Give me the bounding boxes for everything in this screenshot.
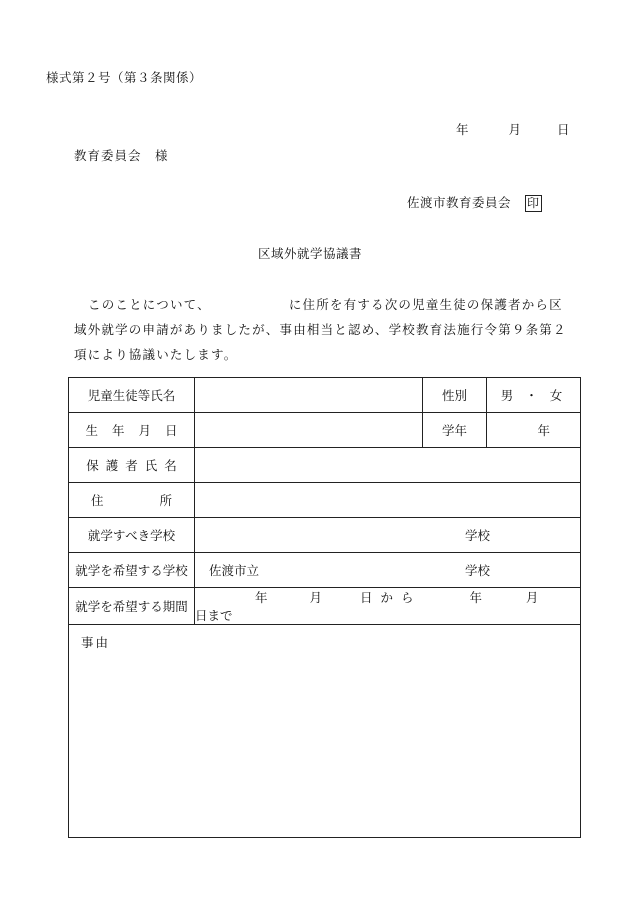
row-reason	[69, 625, 581, 838]
period-end-year: 年	[469, 590, 482, 605]
period-start-year: 年	[254, 590, 268, 605]
guardian-name-label: 保護者氏名	[69, 448, 195, 483]
student-name-label: 児童生徒等氏名	[69, 378, 195, 413]
row-guardian	[69, 448, 581, 483]
desired-school-suffix: 学校	[464, 563, 490, 578]
body-part-2: に住所を有する次の児童生徒の保護者から区域外就学の申請がありましたが、事由相当と認め、学校教育法施行令第９条第２項により協議いたします。	[74, 297, 567, 362]
current-school-field[interactable]: 学校	[195, 518, 581, 553]
gender-label: 性別	[423, 378, 487, 413]
period-end-day: 日まで	[195, 608, 233, 623]
row-student	[69, 378, 581, 413]
row-current-school	[69, 518, 581, 553]
date-day: 日	[556, 122, 570, 137]
student-name-field[interactable]	[195, 378, 423, 413]
city-prefix: 佐渡市立	[209, 563, 260, 578]
row-period	[69, 588, 581, 625]
seal-mark: 印	[527, 196, 540, 210]
period-field[interactable]	[195, 588, 581, 625]
period-start-month: 月	[309, 590, 322, 605]
row-desired-school	[69, 553, 581, 588]
period-end-month: 月	[525, 590, 539, 605]
body-paragraph	[74, 292, 574, 367]
desired-school-field[interactable]	[195, 553, 581, 588]
document-title: 区域外就学協議書	[258, 246, 363, 261]
grade-field[interactable]: 年	[487, 413, 581, 448]
address-label	[69, 483, 195, 518]
grade-label: 学年	[423, 413, 487, 448]
sender-name: 佐渡市教育委員会	[407, 195, 512, 210]
row-address	[69, 483, 581, 518]
reason-field[interactable]	[69, 625, 581, 838]
desired-school-label: 就学を希望する学校	[69, 553, 195, 588]
body-part-1: このことについて、	[88, 297, 211, 312]
period-label: 就学を希望する期間	[69, 588, 195, 625]
date-line	[456, 120, 569, 138]
address-field[interactable]	[195, 483, 581, 518]
gender-field[interactable]: 男 ・ 女	[487, 378, 581, 413]
date-month: 月	[508, 122, 521, 137]
form-number: 様式第２号（第３条関係）	[46, 70, 203, 85]
birth-date-label: 生年月日	[69, 413, 195, 448]
birth-date-field[interactable]	[195, 413, 423, 448]
sender-line	[407, 193, 542, 212]
guardian-name-field[interactable]	[195, 448, 581, 483]
date-year: 年	[456, 122, 469, 137]
application-form-table	[68, 377, 581, 838]
current-school-label: 就学すべき学校	[69, 518, 195, 553]
period-start-day: 日から	[359, 590, 422, 605]
reason-label: 事由	[81, 635, 111, 650]
address-label-a: 住	[90, 493, 104, 508]
addressee: 教育委員会 様	[74, 148, 169, 163]
row-birth	[69, 413, 581, 448]
address-label-b: 所	[159, 493, 173, 508]
